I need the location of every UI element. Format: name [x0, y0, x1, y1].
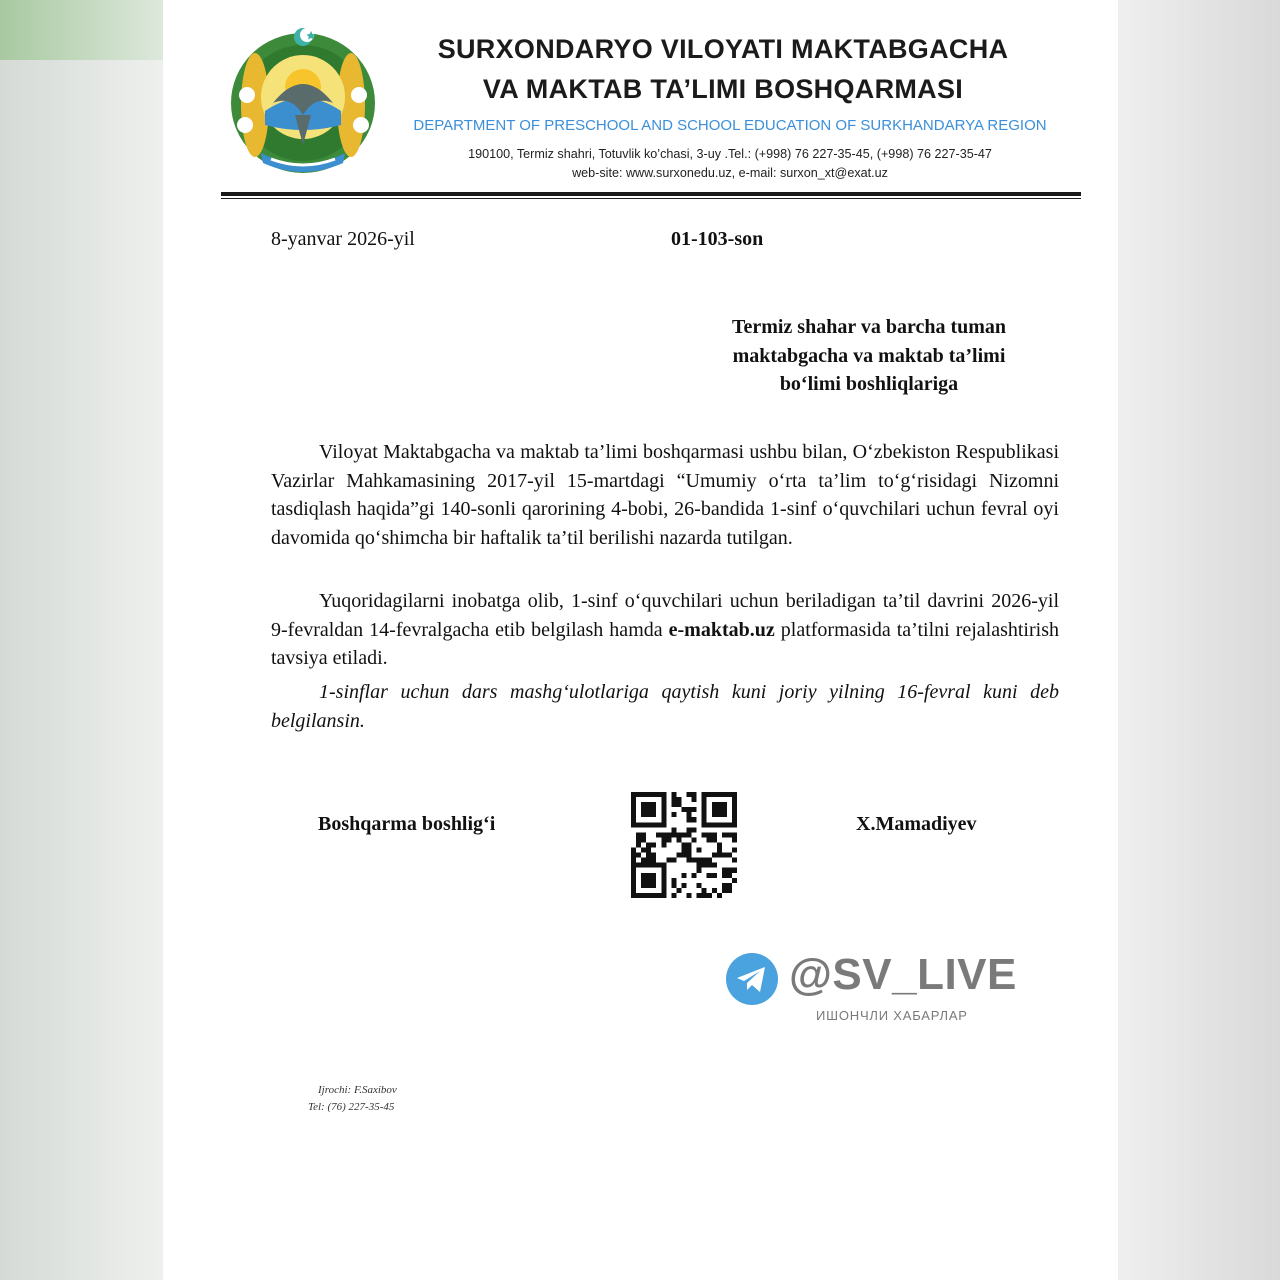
body-paragraph-2-text-end: platformasida ta’tilni rejalashtirish tavsiya etiladi.	[271, 618, 1059, 670]
header-divider-thin	[221, 198, 1081, 199]
signatory-name: X.Mamadiyev	[856, 813, 977, 835]
addressee-line: Termiz shahar va barcha tuman	[731, 316, 1007, 338]
document-page	[163, 0, 1118, 1280]
watermark	[725, 950, 1025, 1030]
header-title-line2: VA MAKTAB TA’LIMI BOSHQARMASI	[482, 74, 964, 104]
addressee-block	[663, 313, 1075, 399]
header-divider-thick	[221, 192, 1081, 196]
uzbekistan-state-emblem-icon	[225, 25, 381, 175]
background-left	[0, 0, 163, 1280]
document-date: 8-yanvar 2026-yil	[271, 228, 415, 250]
header-address: 190100, Termiz shahri, Totuvlik ko’chasi, 3-uy .Tel.: (+998) 76 227-35-45, (+998) 76 227-35-47	[468, 147, 992, 161]
body-paragraph-3: 1-sinflar uchun dars mashg‘ulotlariga qaytish kuni joriy yilning 16-fevral kuni deb belgilansin.	[271, 681, 1059, 732]
background-right	[1118, 0, 1280, 1280]
body-paragraph-2-text: Yuqoridagilarni inobatga olib, 1-sinf o‘quvchilari uchun beriladigan ta’til davrini 2026-yil 9-fevraldan 14-fevralgacha etib belgilash hamda	[271, 590, 1059, 641]
executor-name: Ijrochi: F.Saxibov	[318, 1084, 397, 1096]
background-left-top	[0, 0, 163, 60]
qr-code-icon	[631, 792, 737, 898]
addressee-line: maktabgacha va maktab ta’limi	[732, 344, 1006, 367]
body-paragraph-1: Viloyat Maktabgacha va maktab ta’limi boshqarmasi ushbu bilan, O‘zbekiston Respublikasi Vazirlar Mahkamasining 2017-yil 15-martdagi “Umumiy o‘rta ta’lim to‘g‘risidagi Nizomni tasdiqlash haqida”gi 140-sonli qarorining 4-bobi, 26-bandida 1-sinf o‘quvchilari uchun fevral oyi davomida qo‘shimcha bir haftalik ta’til berilishi nazarda tutilgan.	[271, 441, 1059, 549]
watermark-tagline: ИШОНЧЛИ ХАБАРЛАР	[816, 1008, 968, 1023]
signatory-title: Boshqarma boshlig‘i	[318, 813, 496, 835]
telegram-icon	[725, 952, 779, 1006]
body-paragraph-2	[271, 587, 1059, 673]
document-number: 01-103-son	[671, 228, 764, 250]
header-title-english: DEPARTMENT OF PRESCHOOL AND SCHOOL EDUCATION OF SURKHANDARYA REGION	[413, 117, 1047, 134]
addressee-line: bo‘limi boshliqlariga	[779, 373, 959, 395]
watermark-handle: @SV_LIVE	[789, 950, 1017, 999]
executor-block	[308, 1082, 397, 1116]
e-maktab-link-text: e-maktab.uz	[668, 618, 775, 641]
header-title-line1: SURXONDARYO VILOYATI MAKTABGACHA	[437, 34, 1009, 64]
executor-phone: Tel: (76) 227-35-45	[308, 1101, 395, 1113]
header-web: web-site: www.surxonedu.uz, e-mail: surxon_xt@exat.uz	[572, 166, 888, 180]
